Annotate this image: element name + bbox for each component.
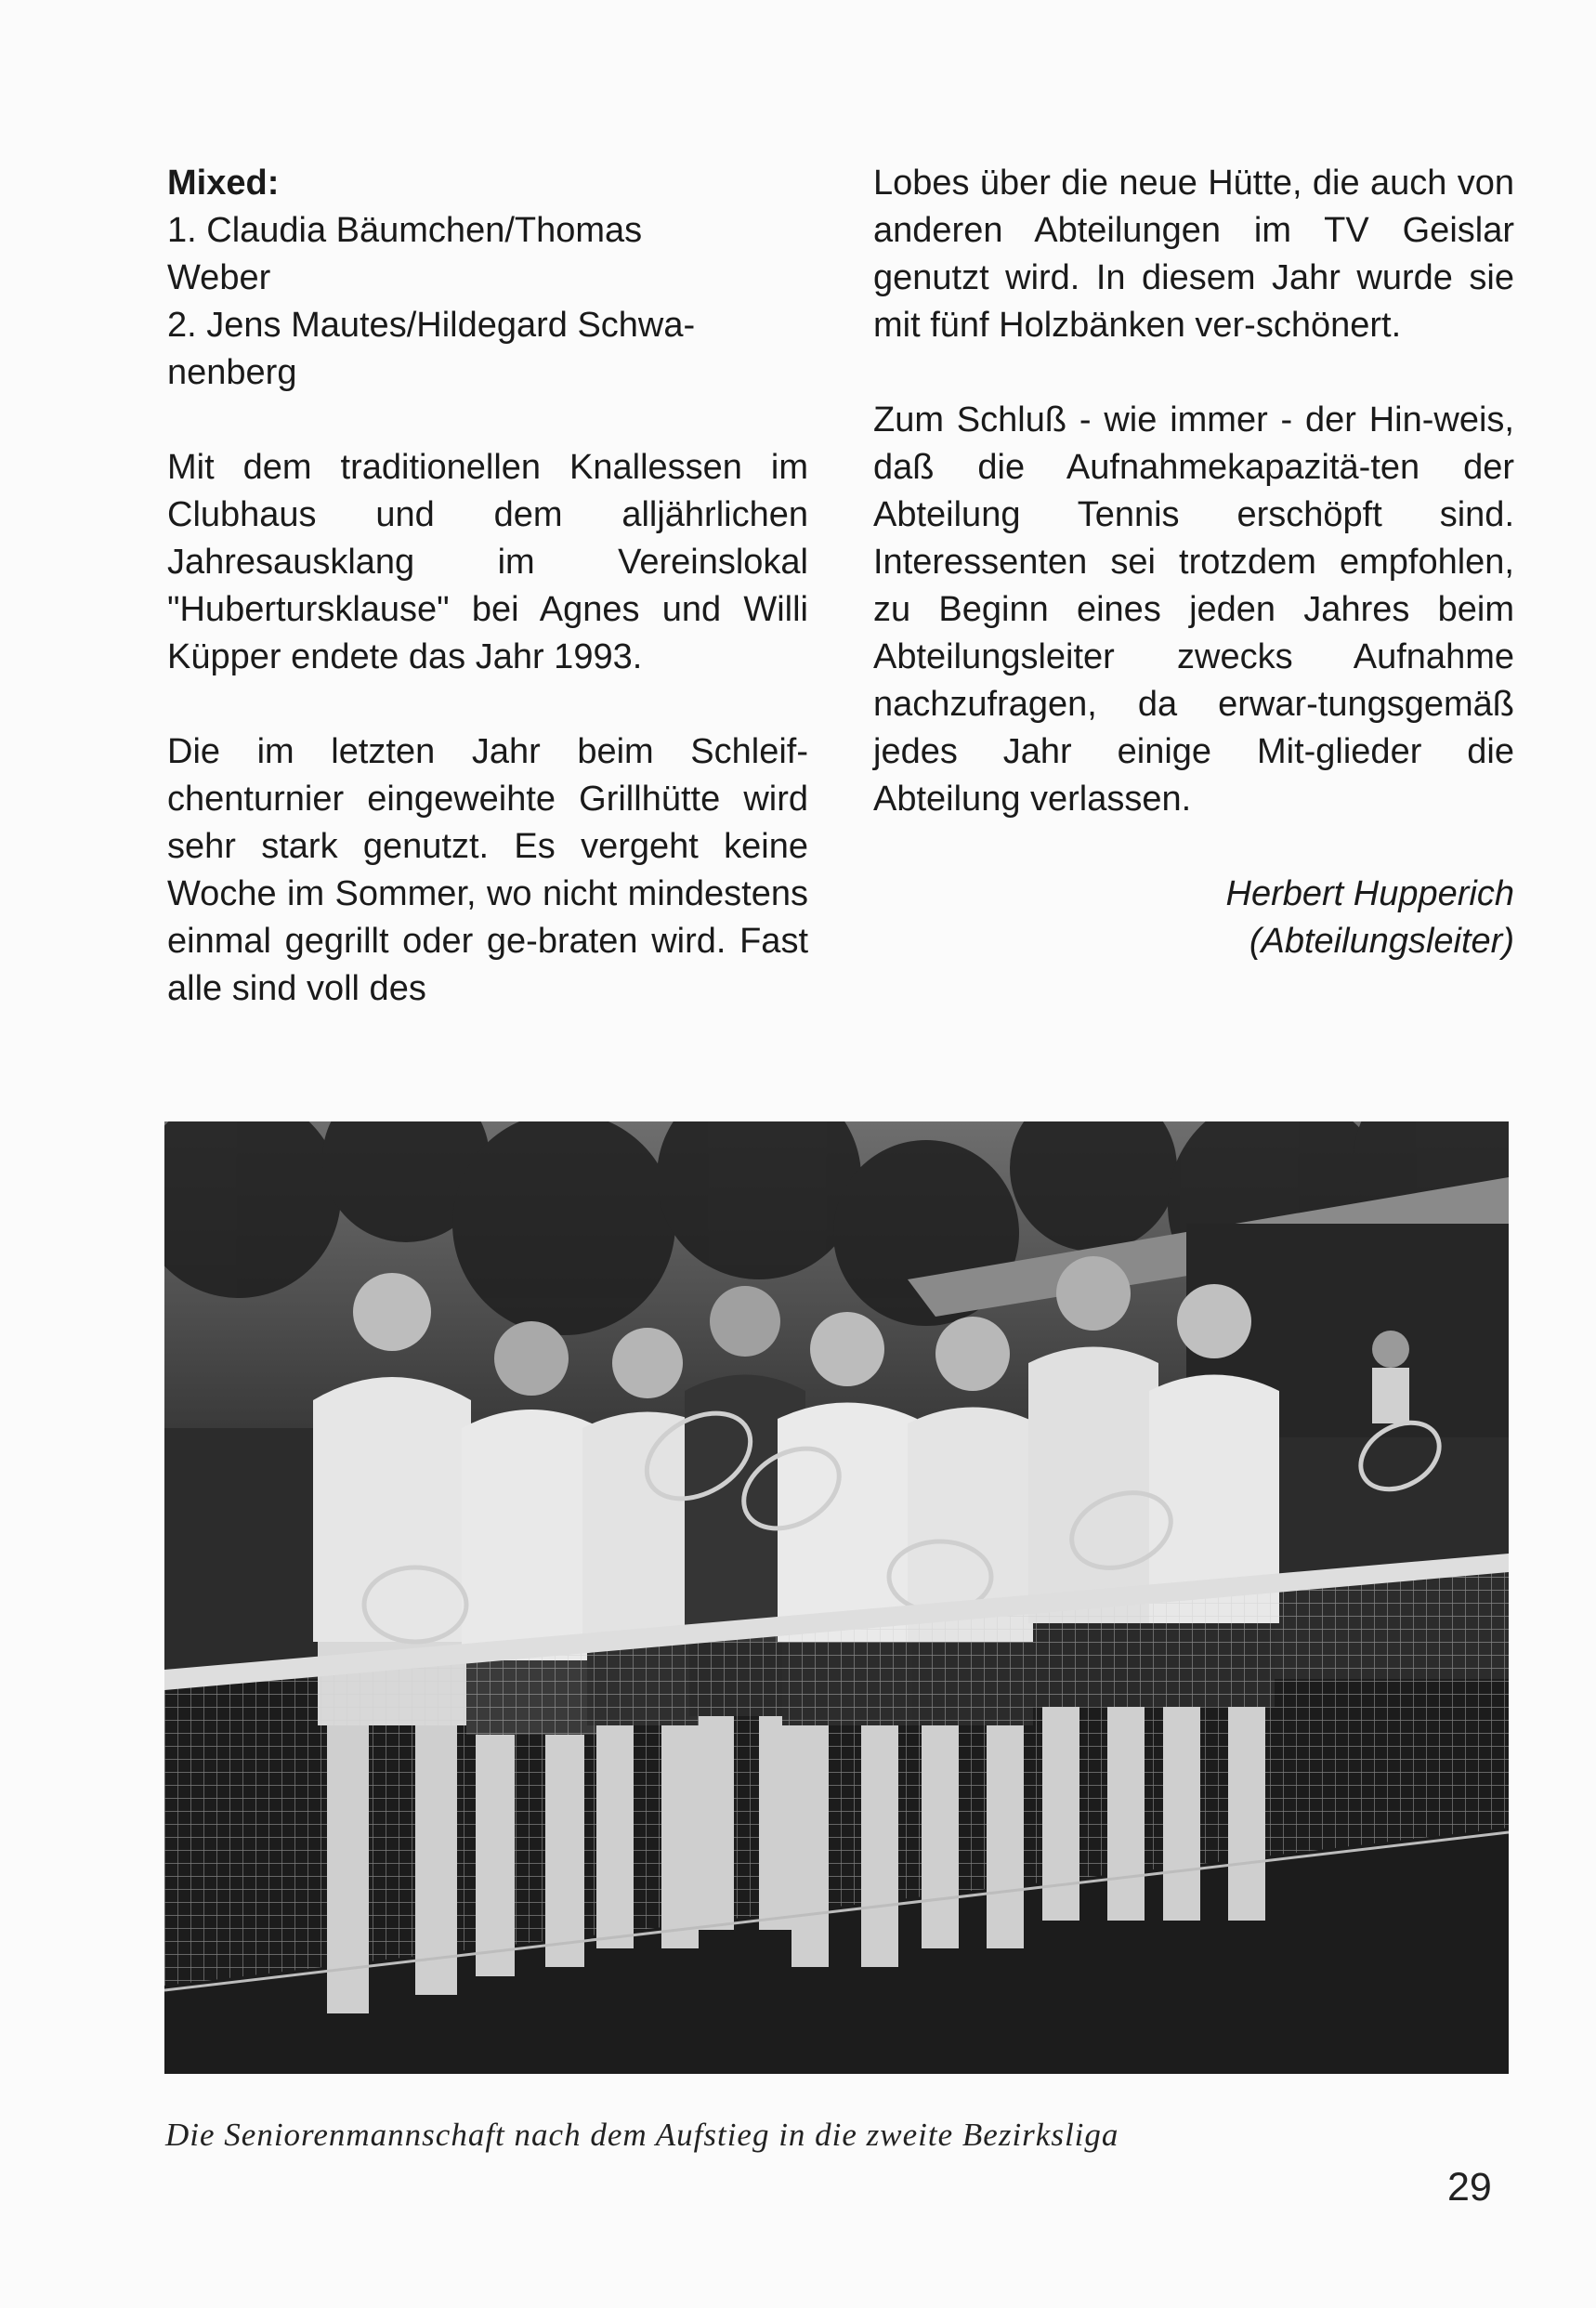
team-photo <box>164 1121 1509 2074</box>
paragraph-schluss: Zum Schluß - wie immer - der Hin-weis, daß die Aufnahmekapazitä-ten der Abteilung Tennis erschöpft sind. Interessenten sei trotzdem empfohlen, zu Beginn eines jeden Jahres beim Abteilungsleiter zwecks Aufnahme nachzufragen, da erwar-tungsgemäß jedes Jahr einige Mit-glieder die Abteilung verlassen. <box>873 400 1514 819</box>
paragraph-knallessen: Mit dem traditionellen Knallessen im Clubhaus und dem alljährlichen Jahresausklang im Vereinslokal "Hubertursklause" bei Agnes und Willi Küpper endete das Jahr 1993. <box>167 448 808 676</box>
mixed-line: Weber <box>167 258 271 297</box>
mixed-line: 1. Claudia Bäumchen/Thomas <box>167 211 643 250</box>
paragraph-grillhuette: Die im letzten Jahr beim Schleif-chenturnier eingeweihte Grillhütte wird sehr stark genutzt. Es vergeht keine Woche im Sommer, wo nicht mindestens einmal gegrillt oder ge-braten wird. Fast alle sind voll des <box>167 732 808 1008</box>
mixed-line: nenberg <box>167 353 297 392</box>
right-column <box>873 160 1514 965</box>
left-column <box>167 160 808 1013</box>
signature-role: (Abteilungsleiter) <box>1249 922 1514 961</box>
mixed-line: 2. Jens Mautes/Hildegard Schwa- <box>167 306 696 345</box>
photo-caption: Die Seniorenmannschaft nach dem Aufstieg in die zweite Bezirksliga <box>165 2117 1119 2153</box>
page-number: 29 <box>1447 2165 1492 2210</box>
mixed-heading: Mixed: <box>167 164 280 203</box>
paragraph-huette: Lobes über die neue Hütte, die auch von anderen Abteilungen im TV Geislar genutzt wird. In diesem Jahr wurde sie mit fünf Holzbänken ver-schönert. <box>873 164 1514 345</box>
signature-name: Herbert Hupperich <box>1225 874 1514 913</box>
